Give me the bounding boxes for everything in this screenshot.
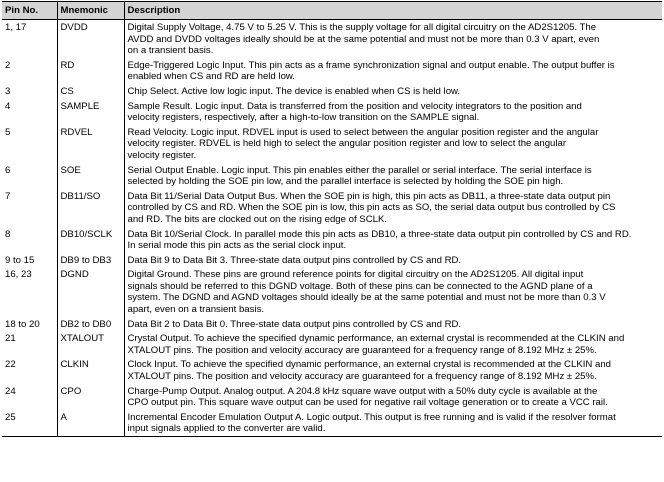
mnemonic: DVDD <box>57 20 124 58</box>
table-row <box>2 384 662 410</box>
mnemonic: SAMPLE <box>57 99 124 125</box>
pin-number: 16, 23 <box>5 269 32 281</box>
pin-number: 22 <box>5 359 16 371</box>
description: Crystal Output. To achieve the specified dynamic performance, an external crystal is recommended at the CLKIN and XTALOUT pins. The position and velocity accuracy are guaranteed for a frequency range of 8.192 MHz ± 25%. <box>124 331 662 357</box>
table-row <box>2 331 662 357</box>
table-row <box>2 189 662 227</box>
mnemonic: CS <box>57 84 124 99</box>
description: Edge-Triggered Logic Input. This pin acts as a frame synchronization signal and output enable. The output buffer is enabled when CS and RD are held low. <box>124 58 662 84</box>
table-row <box>2 317 662 332</box>
pin-number: 1, 17 <box>5 22 27 33</box>
pin-number: 25 <box>2 410 57 437</box>
mnemonic: RD <box>57 58 124 84</box>
pin-number: 24 <box>5 385 16 397</box>
mnemonic: DGND <box>57 267 124 316</box>
mnemonic: RDVEL <box>57 125 124 163</box>
description: Data Bit 11/Serial Data Output Bus. When the SOE pin is high, this pin acts as DB11, a three-state data output pin controlled by CS and RD. When the SOE pin is low, this pin acts as SO, the serial data output bus controlled by CS and RD. The bits are clocked out on the rising edge of SCLK. <box>124 189 662 227</box>
mnemonic: A <box>57 410 124 437</box>
table-row <box>2 253 662 268</box>
table-row <box>2 410 662 437</box>
mnemonic-header: Mnemonic <box>57 2 124 20</box>
description: Incremental Encoder Emulation Output A. Logic output. This output is free running and is valid if the resolver format input signals applied to the converter are valid. <box>124 410 662 437</box>
table-row <box>2 125 662 163</box>
description: Data Bit 2 to Data Bit 0. Three-state data output pins controlled by CS and RD. <box>124 317 662 332</box>
mnemonic: CLKIN <box>57 357 124 383</box>
description-header: Description <box>124 2 662 20</box>
pin-number: 6 <box>5 164 11 176</box>
pin-number: 3 <box>5 85 11 97</box>
description: Digital Supply Voltage, 4.75 V to 5.25 V. This is the supply voltage for all digital circuitry on the AD2S1205. The AVDD and DVDD voltages ideally should be at the same potential and must not be more than 0.3 V apart, even on a transient basis. <box>124 20 662 58</box>
pin-number: 2 <box>5 59 11 71</box>
table-row <box>2 20 662 58</box>
description: Chip Select. Active low logic input. The device is enabled when CS is held low. <box>124 84 662 99</box>
table-row <box>2 99 662 125</box>
pin-number: 5 <box>5 126 11 138</box>
table-row <box>2 58 662 84</box>
mnemonic: DB11/SO <box>57 189 124 227</box>
pin-number: 9 to 15 <box>5 254 35 266</box>
table-row <box>2 267 662 316</box>
description: Serial Output Enable. Logic input. This pin enables either the parallel or serial interface. The serial interface is selected by holding the SOE pin low, and the parallel interface is selected by holding the SOE pin high. <box>124 163 662 189</box>
description: Data Bit 10/Serial Clock. In parallel mode this pin acts as DB10, a three-state data output pin controlled by CS and RD. In serial mode this pin acts as the serial clock input. <box>124 227 662 253</box>
description: Charge-Pump Output. Analog output. A 204.8 kHz square wave output with a 50% duty cycle is available at the CPO output pin. This square wave output can be used for negative rail voltage generation or to create a VCC rail. <box>124 384 662 410</box>
pin-no-header: Pin No. <box>2 2 57 20</box>
table-row <box>2 163 662 189</box>
description: Clock Input. To achieve the specified dynamic performance, an external crystal is recommended at the CLKIN and XTALOUT pins. The position and velocity accuracy are guaranteed for a frequency range of 8.192 MHz ± 25%. <box>124 357 662 383</box>
mnemonic: CPO <box>57 384 124 410</box>
description: Data Bit 9 to Data Bit 3. Three-state data output pins controlled by CS and RD. <box>124 253 662 268</box>
description: Sample Result. Logic input. Data is transferred from the position and velocity integrators to the position and velocity registers, respectively, after a high-to-low transition on the SAMPLE signal. <box>124 99 662 125</box>
pin-number: 21 <box>5 333 16 345</box>
table-row <box>2 227 662 253</box>
pin-number: 8 <box>5 228 11 240</box>
description: Read Velocity. Logic input. RDVEL input is used to select between the angular position register and the angular velocity register. RDVEL is held high to select the angular position register and low to select the angular velocity register. <box>124 125 662 163</box>
mnemonic: DB10/SCLK <box>57 227 124 253</box>
mnemonic: DB2 to DB0 <box>57 317 124 332</box>
table-row <box>2 357 662 383</box>
pin-function-table <box>2 1 662 437</box>
description: Digital Ground. These pins are ground reference points for digital circuitry on the AD2S1205. All digital input signals should be referred to this DGND voltage. Both of these pins can be connected to the AGND plane of a system. The DGND and AGND voltages should ideally be at the same potential and must not be more than 0.3 V apart, even on a transient basis. <box>124 267 662 316</box>
pin-number: 18 to 20 <box>5 318 40 330</box>
header-row <box>2 2 662 20</box>
mnemonic: XTALOUT <box>57 331 124 357</box>
pin-number: 4 <box>5 100 11 112</box>
pin-number: 7 <box>5 190 11 202</box>
mnemonic: DB9 to DB3 <box>57 253 124 268</box>
mnemonic: SOE <box>57 163 124 189</box>
table-row <box>2 84 662 99</box>
